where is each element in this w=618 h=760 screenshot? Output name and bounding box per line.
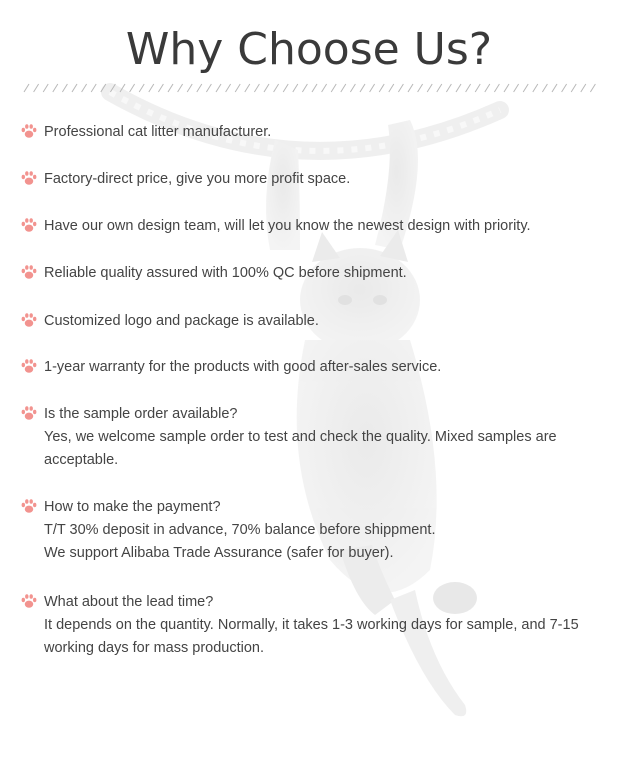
list-item-line: T/T 30% deposit in advance, 70% balance before shippment. bbox=[44, 522, 436, 538]
list-item-text bbox=[44, 403, 596, 472]
list-item-line: Yes, we welcome sample order to test and check the quality. Mixed samples are bbox=[44, 429, 557, 445]
dashed-divider bbox=[22, 82, 596, 94]
list-item-line: It depends on the quantity. Normally, it takes 1-3 working days for sample, and 7-15 bbox=[44, 617, 579, 633]
paw-icon bbox=[20, 497, 38, 515]
list-item-line: Have our own design team, will let you know the newest design with priority. bbox=[44, 218, 531, 234]
list-item-text bbox=[44, 310, 596, 333]
list-item-text bbox=[44, 496, 596, 565]
paw-icon bbox=[20, 311, 38, 329]
list-item-line: Customized logo and package is available. bbox=[44, 313, 319, 329]
list-item-line: We support Alibaba Trade Assurance (safer for buyer). bbox=[44, 545, 394, 561]
list-item-line: Factory-direct price, give you more profit space. bbox=[44, 171, 351, 187]
paw-icon bbox=[20, 263, 38, 281]
list-item-line: acceptable. bbox=[44, 452, 119, 468]
paw-icon bbox=[20, 216, 38, 234]
list-item-text bbox=[44, 168, 596, 191]
list-item-line: How to make the payment? bbox=[44, 499, 221, 515]
list-item-text bbox=[44, 591, 596, 660]
paw-icon bbox=[20, 357, 38, 375]
paw-icon bbox=[20, 169, 38, 187]
paw-icon bbox=[20, 122, 38, 140]
list-item-line: Is the sample order available? bbox=[44, 406, 238, 422]
list-item-text bbox=[44, 356, 596, 379]
list-item-line: Professional cat litter manufacturer. bbox=[44, 124, 272, 140]
list-item-text bbox=[44, 215, 596, 238]
list-item-line: working days for mass production. bbox=[44, 640, 265, 656]
list-item-line: 1-year warranty for the products with good after-sales service. bbox=[44, 359, 442, 375]
list-item-text bbox=[44, 121, 596, 144]
list-item-line: What about the lead time? bbox=[44, 594, 214, 610]
list-item-line: Reliable quality assured with 100% QC before shipment. bbox=[44, 265, 407, 281]
list-item-text bbox=[44, 262, 596, 285]
page-title: Why Choose Us? bbox=[125, 24, 493, 75]
paw-icon bbox=[20, 592, 38, 610]
paw-icon bbox=[20, 404, 38, 422]
